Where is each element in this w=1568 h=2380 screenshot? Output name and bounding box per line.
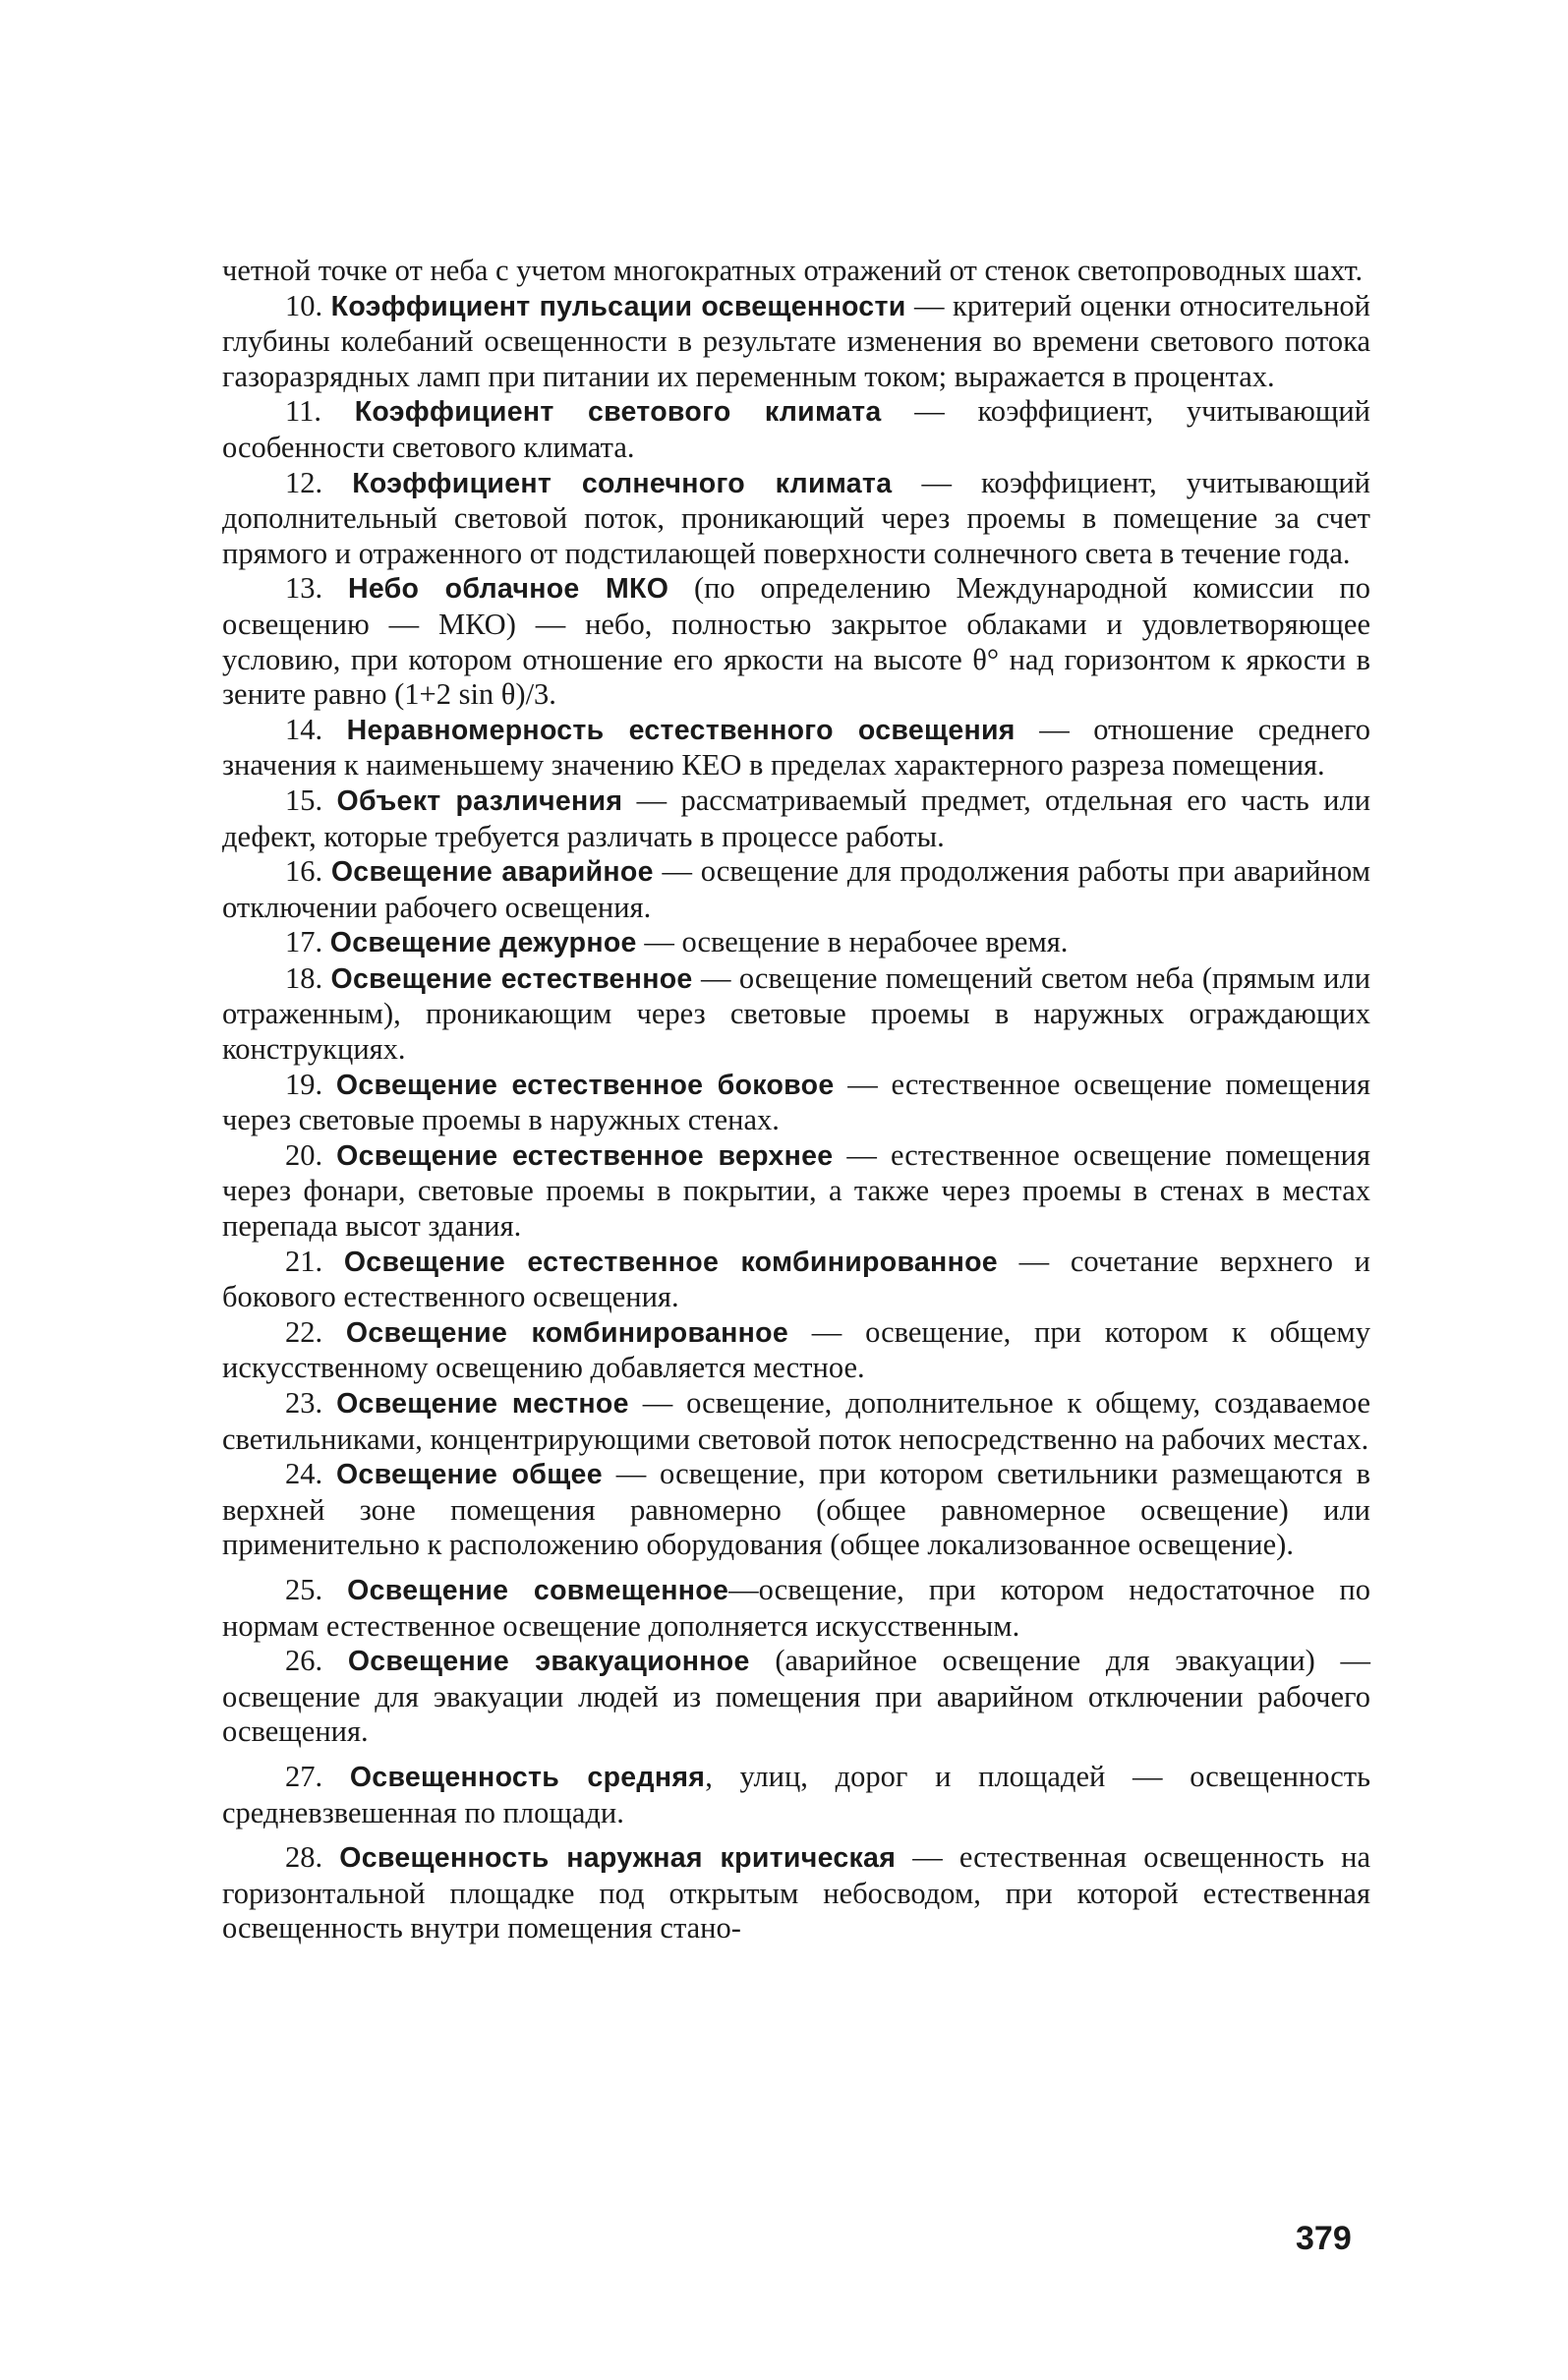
- entry-27: [222, 1760, 1370, 1830]
- entry-22: [222, 1315, 1370, 1386]
- entry-11: [222, 394, 1370, 465]
- entry-term: Освещение местное: [336, 1388, 629, 1420]
- entry-text: , улиц, дорог и площадей — освещенность средневзвешенная по площади.: [222, 1759, 1370, 1829]
- entry-number: 19.: [285, 1067, 323, 1101]
- entry-text: — освещение, при котором к общему искусственному освещению добавляется местное.: [222, 1314, 1370, 1385]
- entry-number: 17.: [285, 925, 323, 959]
- entry-text: — освещение, дополнительное к общему, создаваемое светильниками, концентрирующими световой поток непосредственно на рабочих местах.: [222, 1386, 1370, 1456]
- entry-term: Освещенность наружная критическая: [339, 1842, 897, 1875]
- entry-number: 22.: [285, 1314, 323, 1349]
- entry-28: [222, 1840, 1370, 1946]
- entry-14: [222, 713, 1370, 784]
- entry-number: 26.: [285, 1644, 323, 1678]
- entry-24: [222, 1457, 1370, 1563]
- page-number: 379: [1296, 2220, 1352, 2257]
- entry-23: [222, 1386, 1370, 1457]
- entry-number: 12.: [285, 465, 323, 499]
- entry-number: 20.: [285, 1137, 323, 1172]
- entry-13: [222, 571, 1370, 712]
- entry-number: 10.: [285, 288, 323, 322]
- entry-text: — освещение для продолжения работы при аварийном отключении рабочего освещения.: [222, 854, 1371, 924]
- entry-number: 11.: [285, 394, 321, 429]
- entry-text: — естественное освещение помещения через фонари, световые проемы в покрытии, а также через проемы в стенах в местах перепада высот здания.: [222, 1137, 1370, 1244]
- entry-number: 28.: [285, 1840, 323, 1875]
- entry-text: — освещение в нерабочее время.: [636, 925, 1069, 959]
- entry-term: Освещение комбинированное: [345, 1316, 788, 1349]
- entry-16: [222, 854, 1370, 925]
- entry-text: — освещение помещений светом неба (прямым или отраженным), проникающим через световые проемы в наружных ограждающих конструкциях.: [222, 960, 1371, 1067]
- entry-text: —освещение, при котором недостаточное по нормам естественное освещение дополняется искусственным.: [222, 1572, 1371, 1643]
- entry-text: — естественная освещенность на горизонтальной площадке под открытым небосводом, при которой естественная освещенность внутри помещения стано-: [222, 1840, 1371, 1945]
- entry-18: [222, 961, 1370, 1068]
- entry-term: Коэффициент солнечного климата: [352, 467, 893, 499]
- page-body: [222, 254, 1370, 1946]
- entry-25: [222, 1573, 1370, 1644]
- entry-number: 16.: [285, 854, 323, 889]
- intro-paragraph: четной точке от неба с учетом многократных отражений от стенок светопроводных шахт.: [222, 254, 1364, 287]
- entry-number: 27.: [285, 1759, 323, 1793]
- entry-text: — коэффициент, учитывающий особенности светового климата.: [222, 394, 1371, 464]
- entry-10: [222, 289, 1370, 395]
- entry-17: [222, 925, 1370, 961]
- entry-term: Освещение аварийное: [330, 856, 654, 889]
- entry-text: (по определению Международной комиссии по освещению — МКО) — небо, полностью закрытое облаками и удовлетворяющее условию, при котором отношение его яркости на высоте θ° над горизонтом к яркости в зените равно (1+2 sin θ)/3.: [222, 571, 1370, 712]
- entry-12: [222, 466, 1370, 572]
- entry-number: 14.: [285, 712, 323, 746]
- entry-26: [222, 1644, 1370, 1750]
- entry-term: Освещенность средняя: [349, 1761, 706, 1793]
- entry-15: [222, 784, 1370, 854]
- entry-number: 21.: [285, 1244, 323, 1278]
- entry-text: — рассматриваемый предмет, отдельная его часть или дефект, которые требуется различать в процессе работы.: [222, 783, 1371, 853]
- entry-text: — коэффициент, учитывающий дополнительный световой поток, проникающий через проемы в помещение за счет прямого и отраженного от подстилающей поверхности солнечного света в течение года.: [222, 465, 1370, 570]
- entry-text: — естественное освещение помещения через световые проемы в наружных стенах.: [222, 1067, 1371, 1137]
- entry-text: — отношение среднего значения к наименьшему значению КЕО в пределах характерного разреза помещения.: [222, 712, 1370, 783]
- entry-term: Освещение эвакуационное: [347, 1646, 750, 1678]
- entry-20: [222, 1138, 1370, 1245]
- entry-number: 24.: [285, 1457, 323, 1491]
- entry-text: — сочетание верхнего и бокового естественного освещения.: [222, 1244, 1370, 1314]
- entry-term: Коэффициент пульсации освещенности: [330, 290, 906, 322]
- entry-term: Освещение совмещенное: [347, 1574, 729, 1606]
- entry-number: 18.: [285, 960, 323, 995]
- entry-number: 13.: [285, 571, 323, 606]
- entry-text: (аварийное освещение для эвакуации) — освещение для эвакуации людей из помещения при аварийном отключении рабочего освещения.: [222, 1644, 1370, 1749]
- entry-term: Освещение дежурное: [329, 927, 637, 959]
- entry-text: — освещение, при котором светильники размещаются в верхней зоне помещения равномерно (общее равномерное освещение) или применительно к расположению оборудования (общее локализованное освещение).: [222, 1457, 1370, 1562]
- entry-number: 15.: [285, 783, 323, 817]
- entry-term: Освещение естественное: [330, 962, 693, 995]
- entry-term: Освещение естественное боковое: [335, 1069, 835, 1101]
- entry-21: [222, 1245, 1370, 1315]
- entry-term: Освещение естественное верхнее: [336, 1139, 834, 1172]
- entry-term: Коэффициент светового климата: [354, 396, 882, 429]
- entry-term: Неравномерность естественного освещения: [346, 714, 1016, 746]
- entry-term: Небо облачное МКО: [347, 573, 669, 606]
- entry-number: 25.: [285, 1572, 323, 1606]
- entry-number: 23.: [285, 1386, 323, 1420]
- entry-term: Освещение общее: [335, 1459, 603, 1491]
- entry-text: — критерий оценки относительной глубины колебаний освещенности в результате изменения во времени светового потока газоразрядных ламп при питании их переменным током; выражается в процентах.: [222, 288, 1371, 393]
- entry-19: [222, 1068, 1370, 1138]
- entry-term: Объект различения: [336, 784, 623, 817]
- entry-term: Освещение естественное комбинированное: [343, 1246, 998, 1278]
